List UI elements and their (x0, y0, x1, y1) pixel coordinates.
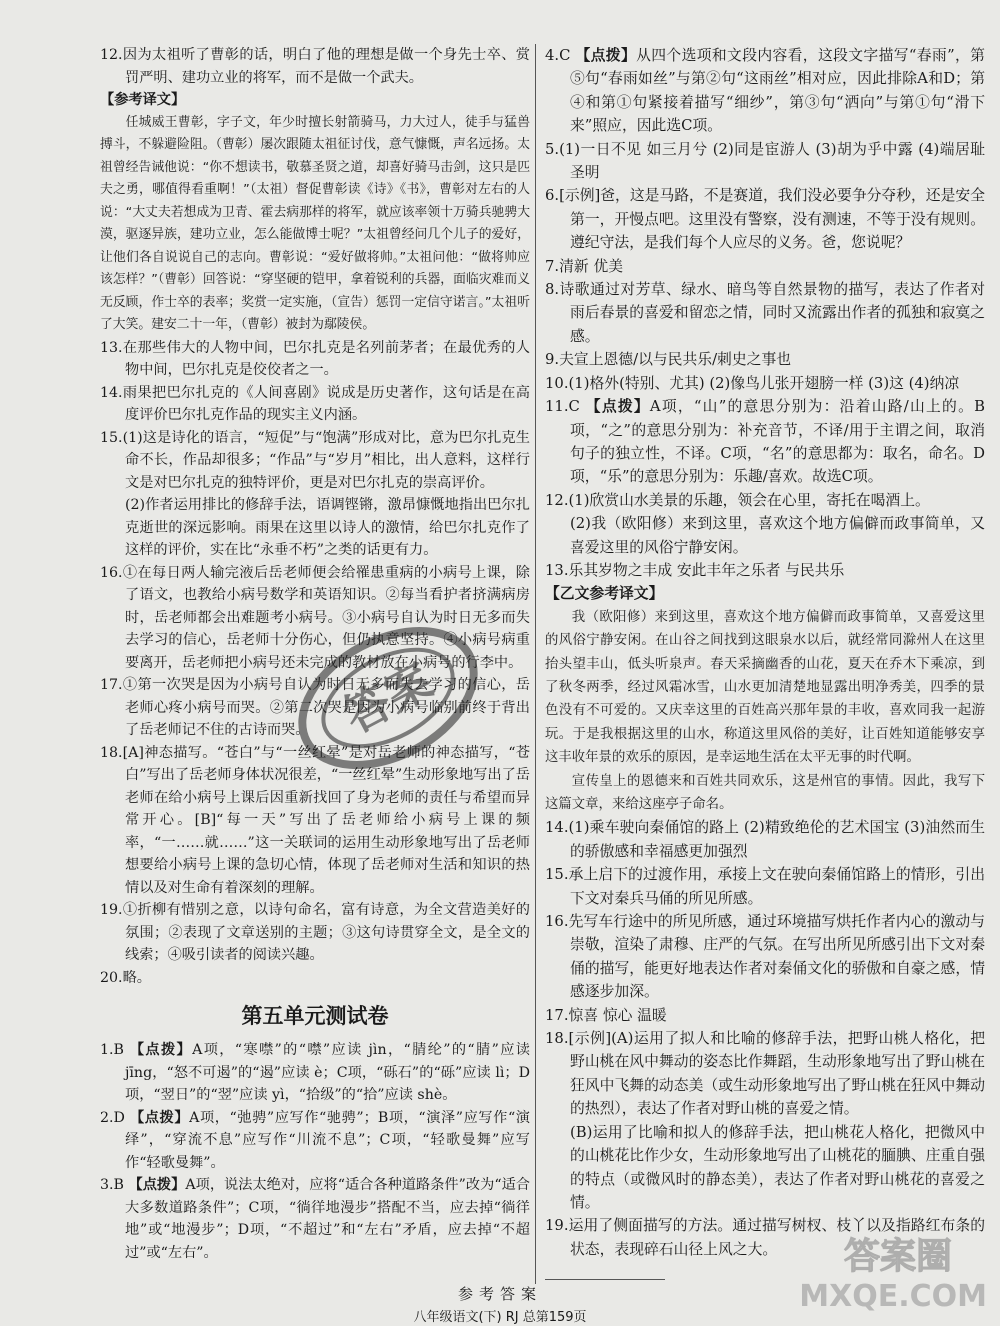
answer-item: (2)我（欧阳修）来到这里，喜欢这个地方偏僻而政事简单，又喜爱这里的风俗宁静安闲。 (570, 515, 985, 556)
answer-item: 7.清新 优美 (545, 257, 624, 275)
translation-paragraph: 我（欧阳修）来到这里，喜欢这个地方偏僻而政事简单，又喜爱这里的风俗宁静安闲。在山谷之间找到这眼泉水以后，就经常同滁州人在这里抬头望丰山，低头听泉声。春天采摘幽香的山花，夏天在乔木下乘凉，到了秋冬两季，经过风霜冰雪，山水更加清楚地显露出明净秀美，四季的景色没有不可爱的。又庆幸这里的百姓高兴那年景的丰收，喜欢同我一起游玩。于是我根据这里的山水，称道这里风俗的美好，让百姓知道能够安享这丰收年景的欢乐的原因，是幸运地生活在太平无事的时代啊。 (545, 609, 985, 766)
answer-item: 2.D 【点拨】A项，“弛骋”应写作“驰骋”；B项，“演泽”应写作“演绎”，“穿流不息”应写作“川流不息”；C项，“轻歌曼舞”应写作“轻歌曼舞”。 (100, 1109, 530, 1171)
answer-item: 19.①折柳有惜别之意，以诗句命名，富有诗意，为全文营造美好的氛围；②表现了文章送别的主题；③这句诗贯穿全文，是全文的线索；④吸引读者的阅读兴趣。 (100, 902, 530, 963)
hint-marker: 【点拨】 (129, 1042, 193, 1058)
answer-item: 14.(1)乘车驶向秦俑馆的路上 (2)精致绝伦的艺术国宝 (3)油然而生的骄傲感和幸福感更加强烈 (545, 819, 985, 860)
answer-item: 19.运用了侧面描写的方法。通过描写树杈、枝丫以及指路红布条的状态，表现碎石山径上风之大。 (545, 1217, 985, 1258)
answer-item: 13.乐其岁物之丰成 安此丰年之乐者 与民共乐 (545, 561, 845, 579)
stamp-text: 答案 (334, 652, 442, 744)
subsection-header: 【乙文参考译文】 (545, 585, 664, 603)
answer-item: (2)作者运用排比的修辞手法，语调铿锵，激昂慷慨地指出巴尔扎克逝世的深远影响。雨果在这里以诗人的激情，给巴尔扎克作了这样的评价，实在比“永垂不朽”之类的话更有力。 (125, 497, 530, 558)
answer-item: 12.因为太祖听了曹彰的话，明白了他的理想是做一个身先士卒、赏罚严明、建功立业的将军，而不是做一个武夫。 (100, 47, 530, 86)
hint-marker: 【点拨】 (130, 1109, 190, 1126)
answer-item: 12.(1)欣赏山水美景的乐趣，领会在心里，寄托在喝酒上。 (545, 491, 930, 509)
answer-item: 11.C 【点拨】A项，“山”的意思分别为：沿着山路/山上的。B项，“之”的意思分别为：补充音节，不译/用于主谓之间，取消句子的独立性，不译。C项，“名”的意思都为：取名，命名。D项，“乐”的意思分别为：乐趣/喜欢。故选C项。 (545, 398, 985, 486)
answer-item: 6.[示例]爸，这是马路，不是赛道，我们没必要争分夺秒，还是安全第一，开慢点吧。这里没有警察，没有测速，不等于没有规则。遵纪守法，是我们每个人应尽的义务。爸，您说呢？ (545, 187, 985, 252)
subsection-header: 【参考译文】 (100, 92, 186, 108)
answer-item: 14.雨果把巴尔扎克的《人间喜剧》说成是历史著作，这句话是在高度评价巴尔扎克作品的现实主义内涵。 (100, 384, 530, 423)
answer-item: 17.惊喜 惊心 温暖 (545, 1006, 667, 1024)
footer-title: 参考答案 (457, 1285, 542, 1303)
answer-item: 4.C 【点拨】从四个选项和文段内容看，这段文字描写“春雨”，第⑤句“春雨如丝”与第②句“这雨丝”相对应，因此排除A和D；第④和第①句紧接着描写“细纱”，第③句“洒向”与第①句“滑下来”照应，因此选C项。 (545, 47, 985, 135)
hint-marker: 【点拨】 (585, 398, 650, 416)
answer-item: 16.①在每日两人输完液后岳老师便会给罹患重病的小病号上课，除了语文，也教给小病号数学和英语知识。②每当看护者挤满病房时，岳老师都会出难题考小病号。③小病号自认为时日无多而失去学习的信心，岳老师十分伤心，但仍执意坚持。④小病号病重要离开，岳老师把小病号还未完成的教材放在小病号的行李中。 (100, 564, 530, 671)
answer-item: 15.(1)这是诗化的语言，“短促”与“饱满”形成对比，意为巴尔扎克生命不长，作品却很多；“作品”与“岁月”相比，出人意料，这样行文是对巴尔扎克的独特评价，更是对巴尔扎克的崇高评价。 (100, 429, 530, 491)
watermark-site: MXQE.COM (799, 1279, 987, 1314)
section-title: 第五单元测试卷 (241, 1004, 389, 1028)
answer-item: (B)运用了比喻和拟人的修辞手法，把山桃花人格化，把微风中的山桃花比作少女，生动形象地写出了山桃花的腼腆、庄重自强的特点（或微风时的静态美），表达了作者对野山桃花的喜爱之情。 (570, 1123, 985, 1211)
hint-marker: 【点拨】 (128, 1177, 186, 1193)
column-divider (535, 44, 536, 1284)
answer-item: 18.[示例](A)运用了拟人和比喻的修辞手法，把野山桃人格化，把野山桃在风中舞动的姿态比作舞蹈，生动形象地写出了野山桃在狂风中飞舞的动态美（或生动形象地写出了野山桃在狂风中舞动的热烈），表达了作者对野山桃的喜爱之情。 (545, 1030, 985, 1118)
answer-item: 13.在那些伟大的人物中间，巴尔扎克是名列前茅者；在最优秀的人物中间，巴尔扎克是佼佼者之一。 (100, 339, 530, 378)
answer-item: 15.承上启下的过渡作用，承接上文在驶向秦俑馆路上的情形，引出下文对秦兵马俑的所见所感。 (545, 866, 985, 907)
footer-meta: 八年级语文(下) RJ 总第159页 (413, 1310, 587, 1325)
answer-item: 8.诗歌通过对芳草、绿水、暗鸟等自然景物的描写，表达了作者对雨后春景的喜爱和留恋之情，同时又流露出作者的孤独和寂寞之感。 (545, 281, 985, 345)
answer-item: 20.略。 (100, 969, 151, 986)
answer-item: 10.(1)格外(特别、尤其) (2)像鸟儿张开翅膀一样 (3)这 (4)纳凉 (545, 374, 960, 392)
answer-item: 17.①第一次哭是因为小病号自认为时日无多而失去学习的信心，岳老师心疼小病号而哭。②第二次哭是因为小病号临别前终于背出了岳老师记不住的古诗而哭。 (100, 677, 530, 738)
answer-item: 16.先写车行途中的所见所感，通过环境描写烘托作者内心的激动与崇敬，渲染了肃穆、庄严的气氛。在写出所见所感引出下文对秦俑的描写，能更好地表达作者对秦俑文化的骄傲和自豪之感，情感逐步加深。 (545, 913, 985, 1001)
answer-item: 3.B 【点拨】A项，说法太绝对，应将“适合各种道路条件”改为“适合大多数道路条件”；C项，“徜徉地漫步”搭配不当，应去掉“徜徉地”或“地漫步”；D项，“不超过”和“左右”矛盾，应去掉“不超过”或“左右”。 (100, 1177, 530, 1261)
answer-item: 1.B 【点拨】A项，“寒噤”的“噤”应读 jìn，“腈纶”的“腈”应读 jīng，“怒不可遏”的“遏”应读 è；C项，“砾石”的“砾”应读 lì；D项，“翌日”的“翌”应读 yì，“拾级”的“拾”应读 shè。 (100, 1042, 530, 1103)
translation-paragraph: 任城威王曹彰，字子文，年少时擅长射箭骑马，力大过人，徒手与猛兽搏斗，不躲避险阻。（曹彰）屡次跟随太祖征讨伐，意气慷慨，声名远扬。太祖曾经告诫他说：“你不想读书，敬慕圣贤之道，却喜好骑马击剑，这只是匹夫之勇，哪值得看重啊！”（太祖）督促曹彰读《诗》《书》，曹彰对左右的人说：“大丈夫若想成为卫青、霍去病那样的将军，就应该率领十万骑兵驰骋大漠，驱逐异族，建功立业，怎么能做博士呢？”太祖曾经问几个儿子的爱好，让他们各自说说自己的志向。曹彰说：“爱好做将帅。”太祖问他：“做将帅应该怎样？”（曹彰）回答说：“穿坚硬的铠甲，拿着锐利的兵器，面临灾难而义无反顾，作士卒的表率；奖赏一定实施，（宣告）惩罚一定信守诺言。”太祖听了大笑。建安二十一年，（曹彰）被封为鄢陵侯。 (100, 114, 530, 332)
answer-item: 18.[A]神态描写。“苍白”与“一丝红晕”是对岳老师的神态描写，“苍白”写出了岳老师身体状况很差，“一丝红晕”生动形象地写出了岳老师在给小病号上课后因重新找回了身为老师的责任与希望而异常开心。[B]“每一天”写出了岳老师给小病号上课的频率，“一……就……”这一关联词的运用生动形象地写出了岳老师想要给小病号上课的急切心情，体现了岳老师对生活和知识的热情以及对生命有着深刻的理解。 (100, 744, 530, 896)
page-footer (0, 1283, 1000, 1325)
hint-marker: 【点拨】 (575, 47, 637, 64)
answer-item: 5.(1)一日不见 如三月兮 (2)同是宦游人 (3)胡为乎中露 (4)端居耻圣明 (545, 140, 985, 182)
translation-paragraph: 宣传皇上的恩德来和百姓共同欢乐，这是州官的事情。因此，我写下这篇文章，来给这座亭子命名。 (545, 773, 985, 812)
watermark-logo: 答案圈 (843, 1236, 952, 1277)
right-column (545, 44, 985, 1261)
answer-item: 9.夫宣上恩德/以与民共乐/刺史之事也 (545, 351, 792, 369)
